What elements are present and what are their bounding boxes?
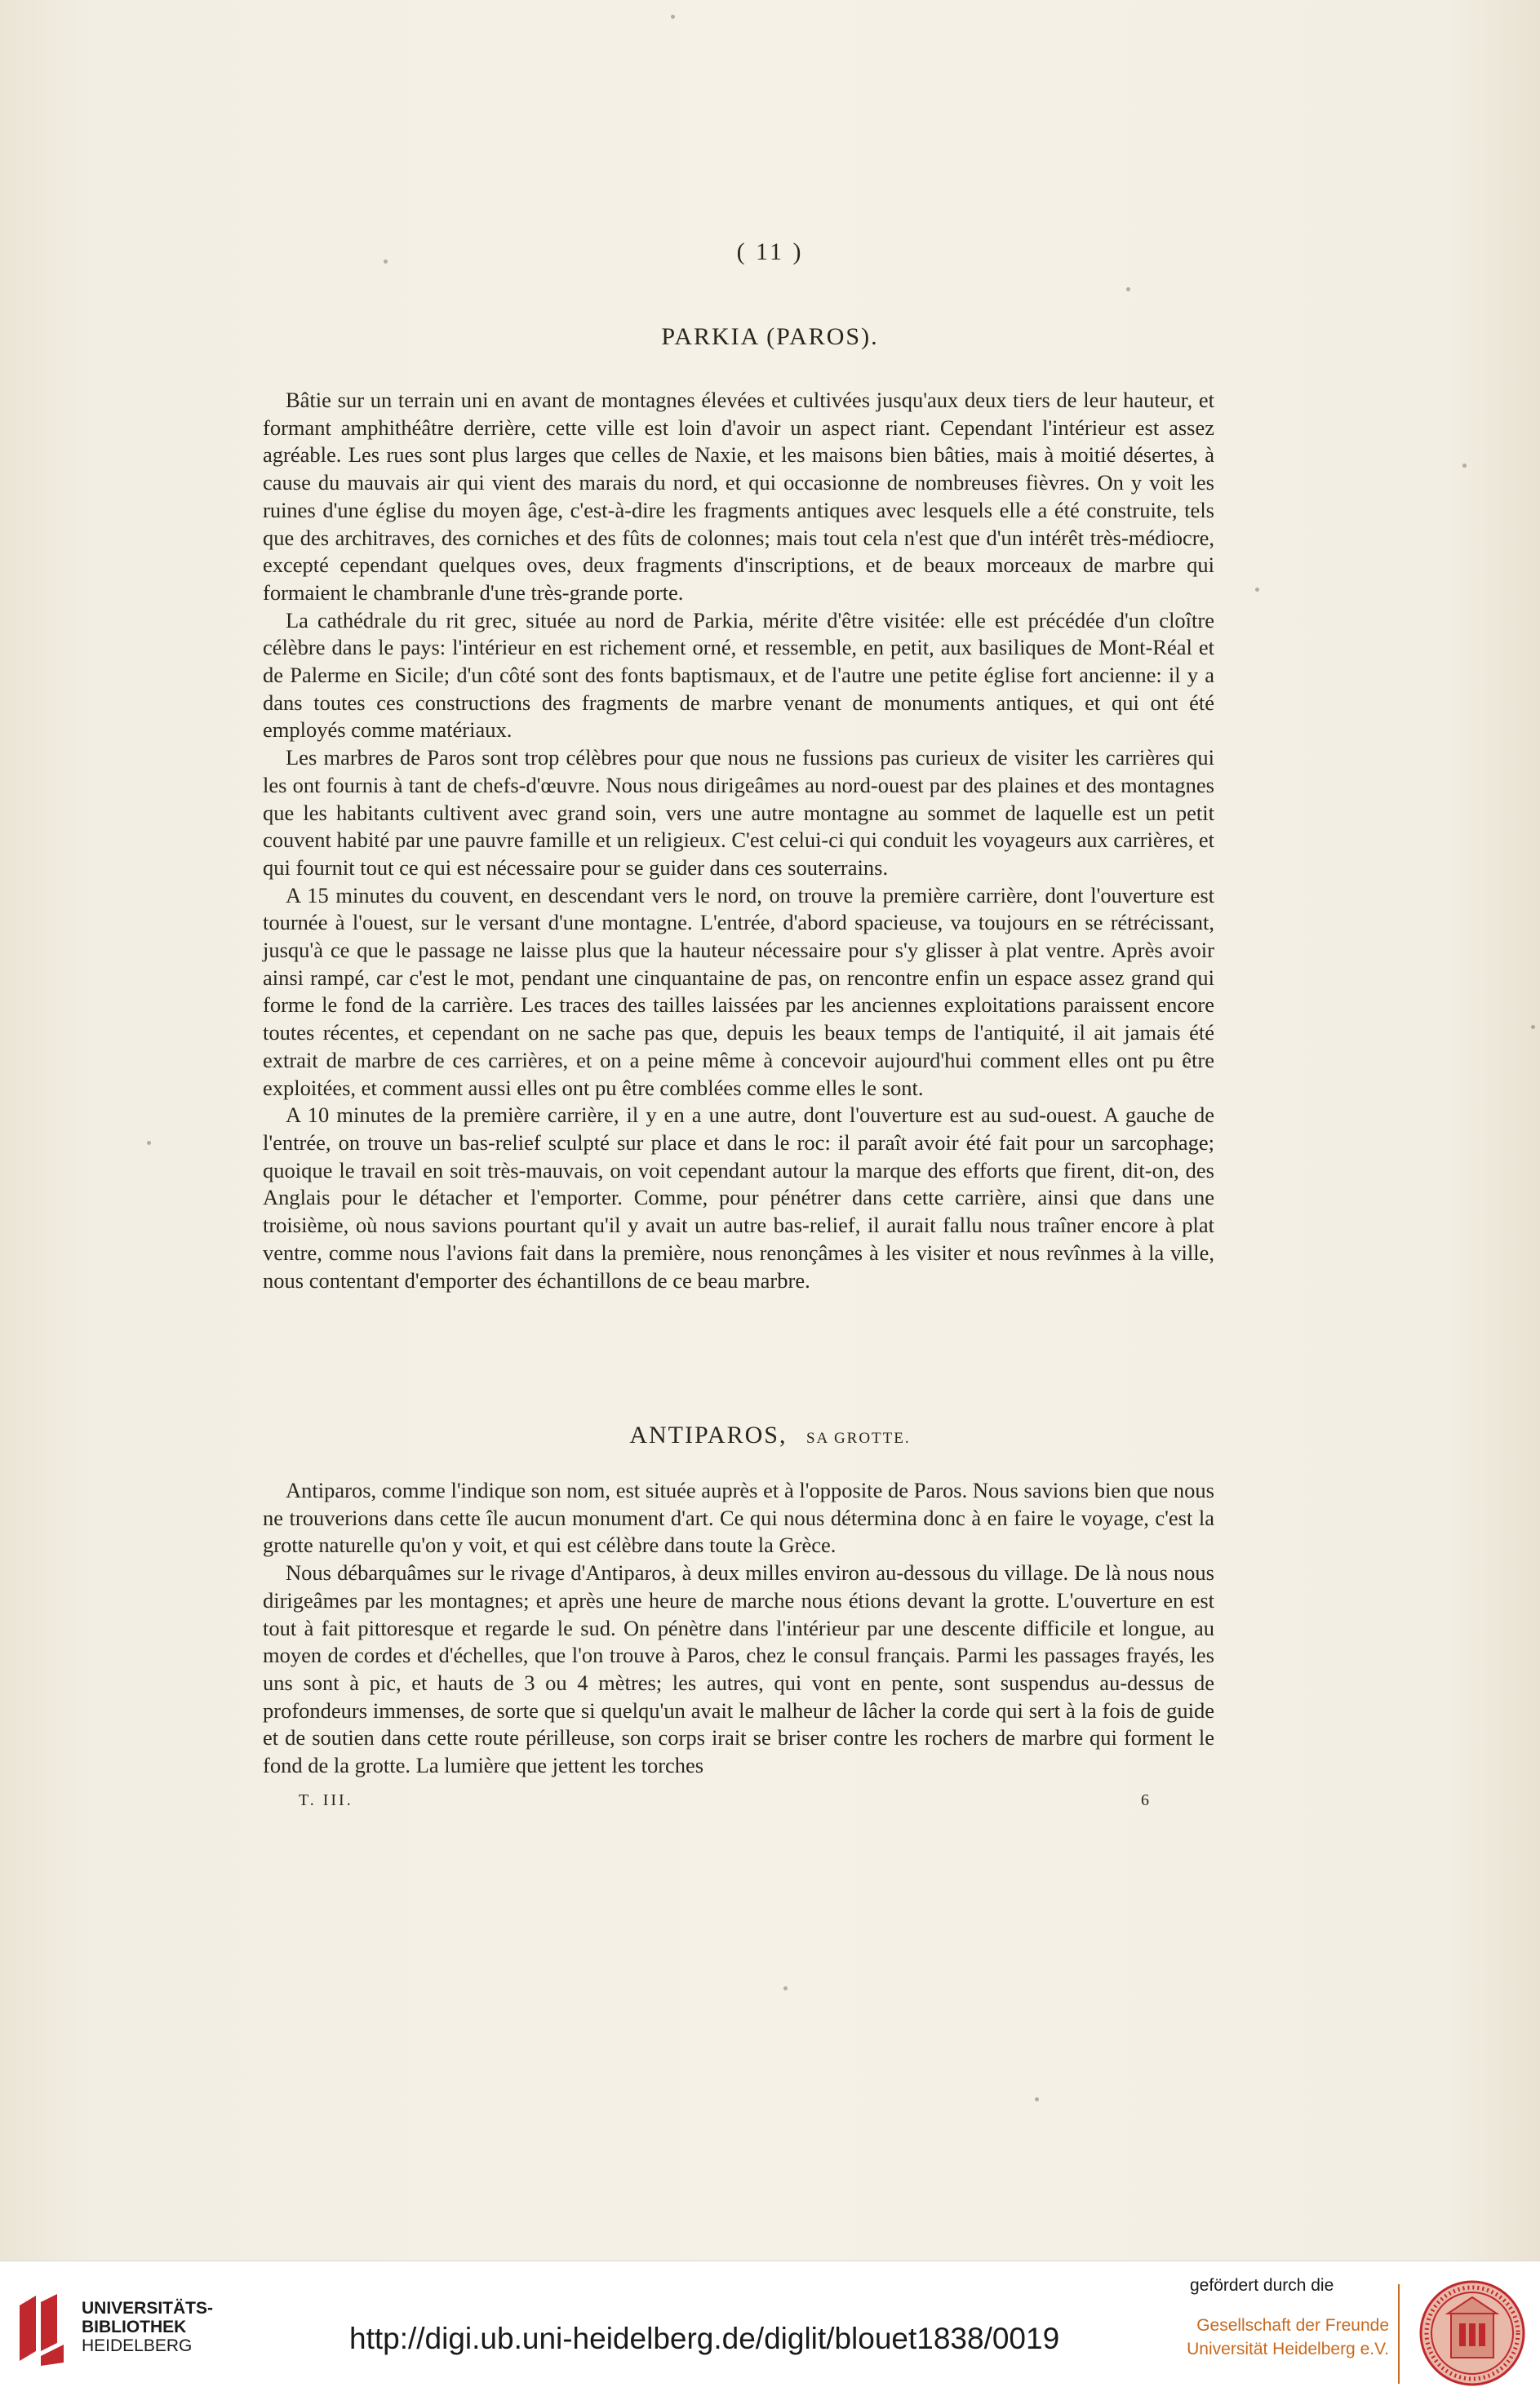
volume-signature: T. III. [299,1791,353,1809]
society-name-line: Universität Heidelberg e.V. [1187,2340,1389,2358]
paper-speck [1462,464,1467,468]
university-seal-icon [1418,2279,1526,2387]
paragraph: Les marbres de Paros sont trop célèbres pour que nous ne fussions pas curieux de visiter les carrières qui les ont fournis à tant de chefs-d'œuvre. Nous nous dirigeâmes au nord-ouest par des plaines et des montagnes que les habitants cultivent avec grand soin, vers une autre montagne au sommet de laquelle est un petit couvent habité par une pauvre famille et un religieux. C'est celui-ci qui conduit les voyageurs aux carrières, et qui fournit tout ce qui est nécessaire pour se guider dans ces souterrains. [263,745,1214,880]
paragraph: Bâtie sur un terrain uni en avant de montagnes élevées et cultivées jusqu'aux deux tiers de leur hauteur, et formant amphithéâtre derrière, cette ville est loin d'avoir un aspect riant. Cependant l'intérieur est assez agréable. Les rues sont plus larges que celles de Naxie, et les maisons bien bâties, mais à moitié désertes, à cause du mauvais air qui vient des marais du nord, et qui occasionne de nombreuses fièvres. On y voit les ruines d'une église du moyen âge, c'est-à-dire les fragments antiques avec lesquels elle a été construite, tels que des architraves, des corniches et des fûts de colonnes; mais tout cela n'est que d'un intérêt très-médiocre, excepté cependant quelques oves, deux fragments d'inscriptions, et de beaux morceaux de marbre qui formaient le chambranle d'une très-grande porte. [263,388,1214,605]
paragraph: Antiparos, comme l'indique son nom, est située auprès et à l'opposite de Paros. Nous savions bien que nous ne trouverions dans cette île aucun monument d'art. Ce qui nous détermina donc à en faire le voyage, c'est la grotte naturelle qu'on y voit, et qui est célèbre dans toute la Grèce. [263,1478,1214,1558]
paragraph: Nous débarquâmes sur le rivage d'Antiparos, à deux milles environ au-dessous du village. De là nous nous dirigeâmes par les montagnes; et après une heure de marche nous étions devant la grotte. L'ouverture en est tout à fait pittoresque et regarde le sud. On pénètre dans l'intérieur par une descente difficile et longue, au moyen de cordes et d'échelles, que l'on trouve à Paros, chez le consul français. Parmi les passages frayés, les uns sont à pic, et hauts de 3 ou 4 mètres; les autres, qui vont en pente, sont suspendus au-dessus de profondeurs immenses, de sorte que si quelqu'un avait le malheur de lâcher la corde qui sert à la fois de guide et de soutien dans cette route périlleuse, son corps irait se briser contre les rochers de marbre qui forment le fond de la grotte. La lumière que jettent les torches [263,1560,1214,1778]
footer-divider [1398,2284,1400,2384]
section-body-parkia [263,387,1214,1294]
society-name[interactable] [1185,2314,1389,2361]
funded-by-label: gefördert durch die [1190,2276,1334,2295]
digitization-footer [0,2261,1540,2396]
library-name-line: UNIVERSITÄTS- [82,2299,214,2318]
library-logo-icon[interactable] [16,2291,67,2366]
paragraph: La cathédrale du rit grec, située au nord de Parkia, mérite d'être visitée: elle est précédée d'un cloître célèbre dans le pays: l'intérieur en est richement orné, et ressemble, en petit, aux basiliques de Mont-Réal et de Palerme en Sicile; d'un côté sont des fonts baptismaux, et de l'autre une petite église fort ancienne: il y a dans toutes ces constructions des fragments de marbre venant de monuments antiques, et qui ont été employés comme matériaux. [263,607,1214,743]
paper-speck [1531,1025,1535,1029]
library-name-line: HEIDELBERG [82,2336,193,2355]
paragraph: A 10 minutes de la première carrière, il y en a une autre, dont l'ouverture est au sud-ouest. A gauche de l'entrée, on trouve un bas-relief sculpté sur place et dans le roc: il paraît avoir été fait pour un sarcophage; quoique le travail en soit très-mauvais, on voit cependant autour la marque des efforts que firent, dit-on, des Anglais pour le détacher et l'emporter. Comme, pour pénétrer dans cette carrière, ainsi que dans une troisième, où nous savions pourtant qu'il y avait un autre bas-relief, il aurait fallu nous traîner encore à plat ventre, comme nous l'avions fait dans la première, nous renonçâmes à les visiter et nous revînmes à la ville, nous contentant d'emporter des échantillons de ce beau marbre. [263,1103,1214,1293]
section-title-parkia: PARKIA (PAROS). [661,323,879,350]
paper-speck [1035,2097,1039,2101]
page-number: ( 11 ) [736,238,804,265]
permalink-url[interactable]: http://digi.ub.uni-heidelberg.de/diglit/blouet1838/0019 [349,2322,1060,2355]
library-name [82,2299,213,2355]
society-name-line: Gesellschaft der Freunde [1196,2316,1389,2335]
paragraph: A 15 minutes du couvent, en descendant vers le nord, on trouve la première carrière, dont l'ouverture est tournée à l'ouest, sur le versant d'une montagne. L'entrée, d'abord spacieuse, va toujours en se rétrécissant, jusqu'à ce que le passage ne laisse plus que la hauteur nécessaire pour s'y glisser à plat ventre. Après avoir ainsi rampé, car c'est le mot, pendant une cinquantaine de pas, on rencontre enfin un espace assez grand qui forme le fond de la carrière. Les traces des tailles laissées par les anciennes exploitations paraissent encore toutes récentes, et cependant on ne sache pas que, depuis les beaux temps de l'antiquité, il ait jamais été extrait de marbre de ces carrières, et on a peine même à concevoir aujourd'hui comment elles ont pu être exploitées, et comment aussi elles ont pu être comblées comme elles le sont. [263,882,1214,1100]
section-subtitle: SA GROTTE. [806,1430,911,1447]
paper-speck [671,15,675,19]
library-name-line: BIBLIOTHEK [82,2318,187,2336]
paper-speck [783,1986,788,1990]
paper-speck [1255,588,1259,592]
paper-speck [147,1141,151,1145]
paper-speck [1126,287,1130,291]
section-title-antiparos [0,1422,1540,1449]
signature-number: 6 [1141,1791,1152,1809]
section-body-antiparos [263,1477,1214,1780]
section-title-main: ANTIPAROS, [629,1422,788,1449]
